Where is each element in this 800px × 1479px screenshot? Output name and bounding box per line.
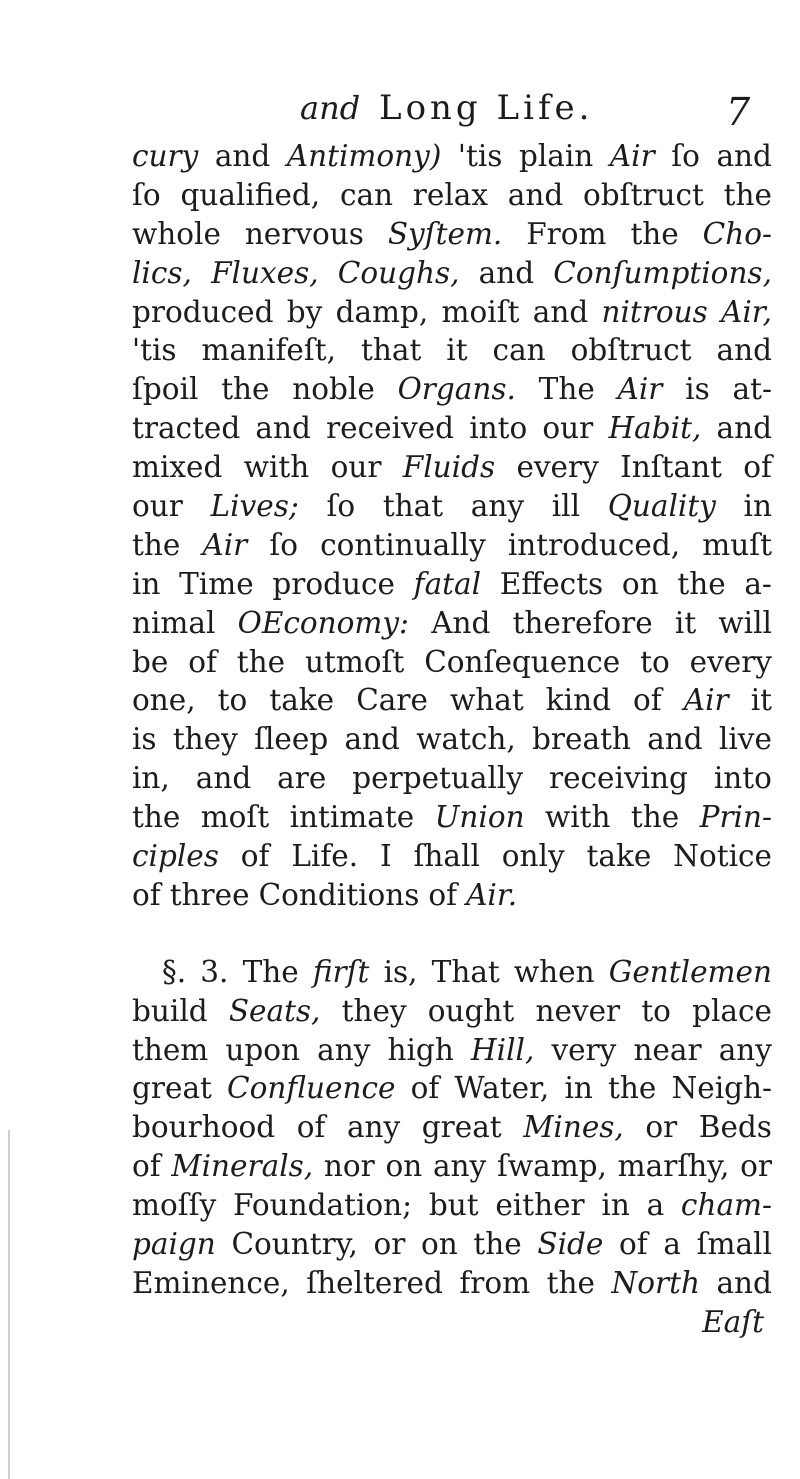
word: damp, [335,294,429,329]
word: and [214,139,271,173]
word: live [718,722,772,757]
word: the [132,800,181,835]
word: ſleep [254,722,329,757]
word: will [718,605,772,640]
word: of [240,839,270,874]
word: be [132,644,169,679]
text-line [132,215,772,254]
text-line [132,1264,772,1303]
word: firſt [312,954,370,989]
text-line [132,293,772,332]
word: the [236,644,286,679]
word: that [382,489,444,524]
word: Hill, [470,1032,535,1067]
text-line [132,331,772,370]
word: The [538,372,595,407]
word: can [339,177,394,212]
word: Cho- [702,216,772,251]
word: nor [323,1149,375,1184]
word: of [410,1071,440,1106]
word: near [633,1032,702,1067]
word: Air. [466,877,518,912]
word: in [132,566,161,601]
word: Confluence [227,1071,396,1106]
word: and [255,411,311,446]
word: our [542,411,594,446]
word: are [277,761,327,796]
word: they [172,722,238,757]
word: build [132,993,208,1028]
word: by [286,294,323,329]
word: Air [617,372,663,407]
word: never [535,993,621,1028]
word: and [344,722,400,757]
text-line [132,604,772,643]
word: can [492,333,546,368]
word: therefore [512,605,653,640]
word: noble [292,372,375,407]
word: and [478,255,535,290]
word: receiving [548,761,688,796]
word: high [387,1032,454,1067]
word: ſhall [413,839,480,874]
word: and [716,139,772,173]
word: And [431,605,491,640]
word: from [459,1265,531,1300]
word: of [743,450,772,485]
word: or [740,1149,772,1184]
word: Gentlemen [608,954,772,989]
text-line [132,526,772,565]
word: and [716,333,772,368]
word: Effects [499,566,604,601]
word: any [317,1032,371,1067]
word: the [723,177,772,212]
word: of [296,1110,326,1145]
paragraph-gap [132,915,772,953]
word: place [692,993,772,1028]
word: Lives; [210,489,299,524]
text-line [132,1147,772,1186]
word: From [526,216,607,251]
word: take [269,683,335,718]
word: Habit, [608,411,702,446]
word: Notice [673,839,772,874]
word: in [601,1188,630,1223]
word: The [242,954,299,989]
word: Quality [607,489,716,524]
word: Conſequence [424,644,621,679]
word: 3. [200,954,229,989]
word: Fluxes, [211,255,319,290]
word: Mines, [523,1110,624,1145]
word: obſtruct [583,177,704,212]
word: take [586,839,652,874]
word: but [428,1188,479,1223]
text-line [132,254,772,293]
word: or [645,1110,678,1145]
word: and [647,722,703,757]
body-text [132,137,772,1342]
word: it [446,333,468,368]
word: intimate [289,800,415,835]
word: lics, [132,255,192,290]
text-line [132,487,772,526]
word: produced [132,294,274,329]
word: moiſt [441,294,520,329]
word: ſo [671,139,700,173]
text-line [132,720,772,759]
word: ſo [269,527,298,562]
text-line [132,681,772,720]
word: and [195,761,252,796]
word: Air [609,139,655,173]
word: and [716,411,772,446]
word: every [516,450,599,485]
word: paign [132,1227,216,1262]
word: a- [744,566,772,601]
word: what [450,683,524,718]
word: OEconomy: [237,605,409,640]
text-line [132,992,772,1031]
word: any [470,489,525,524]
word: nitrous [601,294,708,329]
word: of [188,644,217,679]
word: kind [545,683,611,718]
word: of [428,877,458,912]
word: Union [434,800,525,835]
word: Neigh- [671,1071,772,1106]
word: of [619,1227,648,1262]
word: introduced, [507,527,681,562]
word: ſheltered [306,1265,443,1300]
word: Syſtem. [387,216,503,251]
word: Eminence, [132,1265,290,1300]
word: ſo [326,489,356,524]
text-line [132,176,772,215]
word: very [551,1032,617,1067]
word: qualified, [180,177,321,212]
word: Air [202,527,248,562]
word: whole [132,216,221,251]
word: only [501,839,565,874]
word: perpetually [352,761,524,796]
word: 'tis [457,139,503,173]
word: Foundation; [233,1188,413,1223]
paragraph-1 [132,137,772,915]
word: to [640,644,670,679]
word: when [513,954,595,989]
word: either [495,1188,585,1223]
header-title: Long Life. [378,88,594,128]
word: the [608,1071,657,1106]
word: they [341,993,407,1028]
word: fatal [413,566,482,601]
word: on [385,1149,423,1184]
running-header [300,88,780,138]
word: Beds [698,1110,772,1145]
text-line [132,565,772,604]
text-line [132,837,772,876]
word: upon [225,1032,301,1067]
word: one, [132,683,196,718]
word: Air [683,683,729,718]
word: the [630,216,679,251]
word: Coughs, [337,255,460,290]
word: into [469,411,528,446]
word: marſhy, [617,1149,730,1184]
word: or [373,1227,406,1262]
word: received [326,411,455,446]
word: the [132,527,181,562]
word: every [689,644,772,679]
word: §. [162,954,187,989]
catchword: Eaſt [702,1304,764,1339]
word: three [169,877,250,912]
word: on [421,1227,458,1262]
word: of [132,877,161,912]
word: I [379,839,392,874]
word: Conditions [258,877,420,912]
word: manifeſt, [201,333,337,368]
word: cury [132,139,199,173]
word: bourhood [132,1110,276,1145]
word: any [718,1032,772,1067]
word: Prin- [699,800,772,835]
text-line [132,1069,772,1108]
text-line [132,798,772,837]
word: Antimony) [286,139,442,173]
word: at- [732,372,772,407]
word: a [663,1227,681,1262]
page-number: 7 [726,90,755,134]
word: ſwamp, [496,1149,607,1184]
word: that [361,333,422,368]
word: with [545,800,611,835]
word: Side [537,1227,604,1262]
word: Care [356,683,428,718]
text-line [132,370,772,409]
word: of [633,683,662,718]
word: utmoſt [304,644,405,679]
word: ought [427,993,515,1028]
word: Country, [231,1227,358,1262]
word: any [432,1149,487,1184]
paragraph-2 [132,953,772,1303]
word: moſſy [132,1188,217,1223]
word: ſpoil [132,372,199,407]
word: ſmall [696,1227,772,1262]
word: Time [179,566,254,601]
word: muſt [702,527,772,562]
word: it [674,605,697,640]
word: nervous [244,216,364,251]
word: the [546,1265,595,1300]
text-line [132,759,772,798]
word: and [532,294,589,329]
text-line [132,1225,772,1264]
text-line [132,409,772,448]
text-line [132,953,772,992]
text-line [132,643,772,682]
word: breath [532,722,631,757]
word: Minerals, [171,1149,314,1184]
word: the [630,800,680,835]
word: moſt [200,800,270,835]
word: plain [518,139,594,173]
word: tracted [132,411,241,446]
word: with [243,450,310,485]
word: a [646,1188,665,1223]
text-line [132,1186,772,1225]
word: in [743,489,772,524]
word: Organs. [397,372,516,407]
word: nimal [132,605,216,640]
word: them [132,1032,209,1067]
word: Seats, [228,993,321,1028]
catchword-line [132,1303,772,1342]
word: on [621,566,659,601]
word: great [132,1071,212,1106]
word: is [685,372,710,407]
text-line [132,137,772,176]
word: obſtruct [570,333,692,368]
word: Air, [721,294,772,329]
header-and: and [300,89,361,127]
word: North [611,1265,700,1300]
word: to [641,993,671,1028]
word: the [473,1227,522,1262]
word: continually [320,527,486,562]
word: of [132,1149,161,1184]
word: and [507,177,564,212]
word: the [221,372,270,407]
word: to [217,683,248,718]
text-line [132,1031,772,1070]
word: and [716,1265,772,1300]
word: watch, [416,722,516,757]
word: it [750,683,772,718]
word: produce [272,566,395,601]
word: any [346,1110,401,1145]
text-line [132,876,772,915]
word: That [431,954,500,989]
word: the [677,566,726,601]
word: in, [132,761,170,796]
word: our [330,450,382,485]
text-line [132,448,772,487]
word: is, [383,954,418,989]
word: ſo [132,177,161,212]
word: into [713,761,772,796]
word: Fluids [402,450,496,485]
word: Inſtant [620,450,722,485]
page-edge-shadow [8,1130,10,1479]
word: cham- [680,1188,772,1223]
word: Conſumptions, [553,255,772,290]
word: ciples [132,839,219,874]
word: our [132,489,183,524]
text-line [132,1108,772,1147]
word: Life. [291,839,359,874]
word: great [421,1110,502,1145]
word: ill [551,489,581,524]
word: mixed [132,450,223,485]
word: in [564,1071,593,1106]
word: 'tis [132,333,177,368]
word: Water, [454,1071,550,1106]
word: relax [412,177,489,212]
word: is [132,722,157,757]
